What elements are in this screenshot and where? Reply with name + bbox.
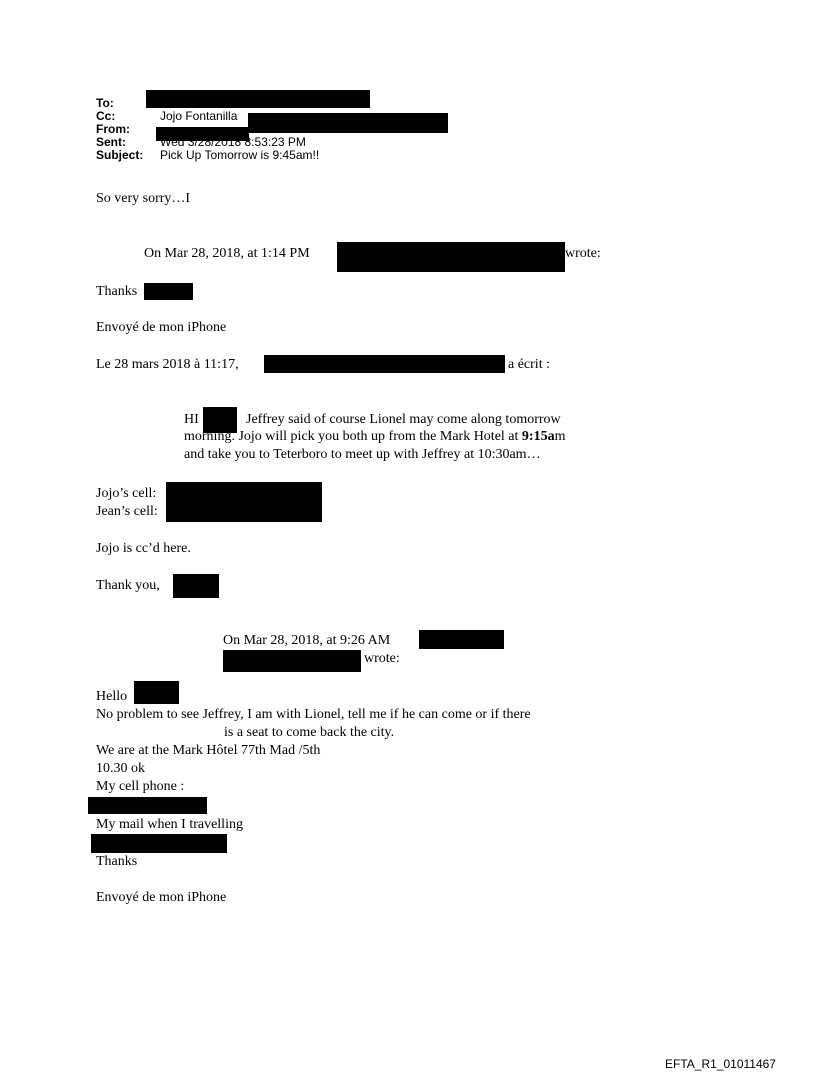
sent-label: Sent: [96, 135, 126, 149]
quote1-wrote: wrote: [565, 246, 601, 261]
subject-value: Pick Up Tomorrow is 9:45am!! [160, 148, 320, 162]
quote1-intro: On Mar 28, 2018, at 1:14 PM [144, 246, 310, 261]
from-label: From: [96, 122, 130, 136]
envoye-2: Envoyé de mon iPhone [96, 890, 227, 905]
redaction-hello-name [134, 681, 179, 704]
mark-hotel-line: We are at the Mark Hôtel 77th Mad /5th [96, 743, 321, 758]
jean-cell-label: Jean’s cell: [96, 504, 158, 519]
redaction-to [146, 90, 370, 108]
document-id: EFTA_R1_01011467 [665, 1057, 776, 1071]
thanks-1: Thanks [96, 284, 138, 299]
redaction-cell-phone [88, 797, 207, 814]
line-sorry: So very sorry…I [96, 191, 191, 206]
hello-line: Hello [96, 689, 128, 704]
take-line: and take you to Teterboro to meet up with Jeffrey at 10:30am… [184, 447, 541, 462]
thank-you-line: Thank you, [96, 578, 160, 593]
redaction-quote1-sender [337, 242, 565, 272]
jojo-cell-label: Jojo’s cell: [96, 486, 157, 501]
redaction-le28-sender [264, 355, 505, 373]
redaction-quote2-sender-a [419, 630, 504, 649]
mail-line: My mail when I travelling [96, 817, 243, 832]
redaction-mail [91, 834, 227, 853]
redaction-cc [248, 113, 448, 133]
redaction-quote2-sender-b [223, 650, 361, 672]
no-problem-line: No problem to see Jeffrey, I am with Lionel, tell me if he can come or if there [96, 707, 531, 722]
morning-line: morning. Jojo will pick you both up from the Mark Hotel at 9:15am [184, 429, 566, 444]
redaction-thanks-name [144, 283, 193, 300]
cc-value: Jojo Fontanilla [160, 109, 238, 123]
redaction-phone-numbers [166, 482, 322, 522]
jeffrey-line: Jeffrey said of course Lionel may come along tomorrow [246, 412, 561, 427]
sent-value: Wed 3/28/2018 8:53:23 PM [160, 135, 306, 149]
quote2-intro: On Mar 28, 2018, at 9:26 AM [223, 633, 391, 648]
le28-prefix: Le 28 mars 2018 à 11:17, [96, 357, 239, 372]
thanks-2: Thanks [96, 854, 138, 869]
envoye-1: Envoyé de mon iPhone [96, 320, 227, 335]
le28-suffix: a écrit : [508, 357, 550, 372]
hi-text: HI [184, 412, 199, 427]
jojo-cc-line: Jojo is cc’d here. [96, 541, 191, 556]
subject-label: Subject: [96, 148, 144, 162]
seat-line: is a seat to come back the city. [224, 725, 395, 740]
redaction-thank-you-name [173, 574, 219, 598]
cc-label: Cc: [96, 109, 116, 123]
to-label: To: [96, 96, 114, 110]
quote2-wrote: wrote: [364, 651, 400, 666]
ok-line: 10.30 ok [96, 761, 145, 776]
cell-phone-line: My cell phone : [96, 779, 185, 794]
